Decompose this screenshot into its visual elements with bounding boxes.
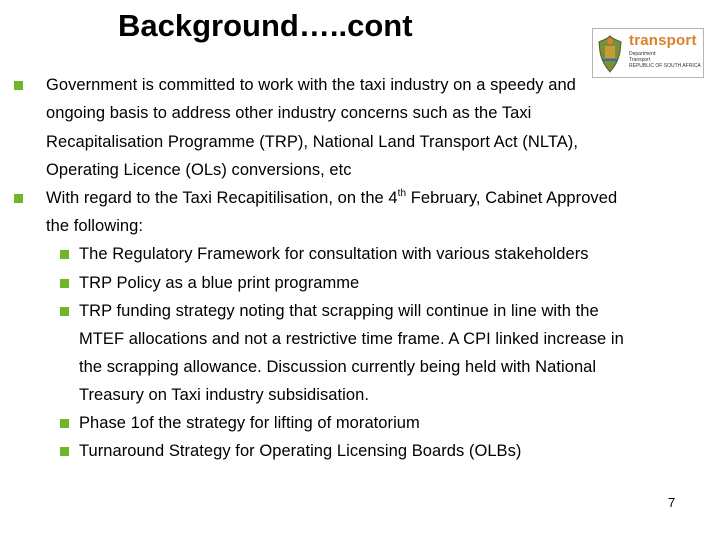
- bullet-square-icon: [14, 81, 23, 90]
- logo-wordmark: transport: [629, 32, 697, 49]
- bullet-text: February, Cabinet Approved: [406, 189, 618, 207]
- bullet-line: ongoing basis to address other industry concerns such as the Taxi: [46, 104, 532, 122]
- bullet-line: [46, 189, 617, 208]
- logo-subtitle-line: Transport: [629, 57, 651, 63]
- superscript: th: [397, 188, 407, 199]
- bullet-line: the following:: [46, 217, 144, 235]
- sub-bullet-line: Phase 1of the strategy for lifting of moratorium: [79, 414, 420, 432]
- bullet-line: Recapitalisation Programme (TRP), National Land Transport Act (NLTA),: [46, 133, 578, 151]
- sub-bullet-line: TRP funding strategy noting that scrapping will continue in line with the: [79, 302, 599, 320]
- sub-bullet-square-icon: [60, 279, 69, 288]
- logo-subtitle-line: Department:: [629, 51, 657, 57]
- logo-subtitle-line: REPUBLIC OF SOUTH AFRICA: [629, 63, 701, 69]
- sub-bullet-line: MTEF allocations and not a restrictive time frame. A CPI linked increase in: [79, 330, 624, 348]
- sub-bullet-line: Turnaround Strategy for Operating Licensing Boards (OLBs): [79, 442, 522, 460]
- bullet-line: Government is committed to work with the taxi industry on a speedy and: [46, 76, 576, 94]
- logo-subtitle: [629, 51, 703, 69]
- bullet-line: Operating Licence (OLs) conversions, etc: [46, 161, 352, 179]
- slide-title: Background…..cont: [118, 8, 413, 43]
- sub-bullet-square-icon: [60, 250, 69, 259]
- page-number: 7: [668, 495, 676, 510]
- sub-bullet-square-icon: [60, 307, 69, 316]
- sub-bullet-square-icon: [60, 419, 69, 428]
- coat-of-arms-icon: [596, 32, 624, 74]
- sub-bullet-line: The Regulatory Framework for consultation with various stakeholders: [79, 245, 589, 263]
- bullet-text: With regard to the Taxi Recapitilisation, on the 4: [46, 189, 398, 207]
- sub-bullet-line: Treasury on Taxi industry subsidisation.: [79, 386, 369, 404]
- transport-logo: [592, 28, 704, 78]
- sub-bullet-square-icon: [60, 447, 69, 456]
- sub-bullet-line: TRP Policy as a blue print programme: [79, 274, 360, 292]
- bullet-square-icon: [14, 194, 23, 203]
- sub-bullet-line: the scrapping allowance. Discussion currently being held with National: [79, 358, 597, 376]
